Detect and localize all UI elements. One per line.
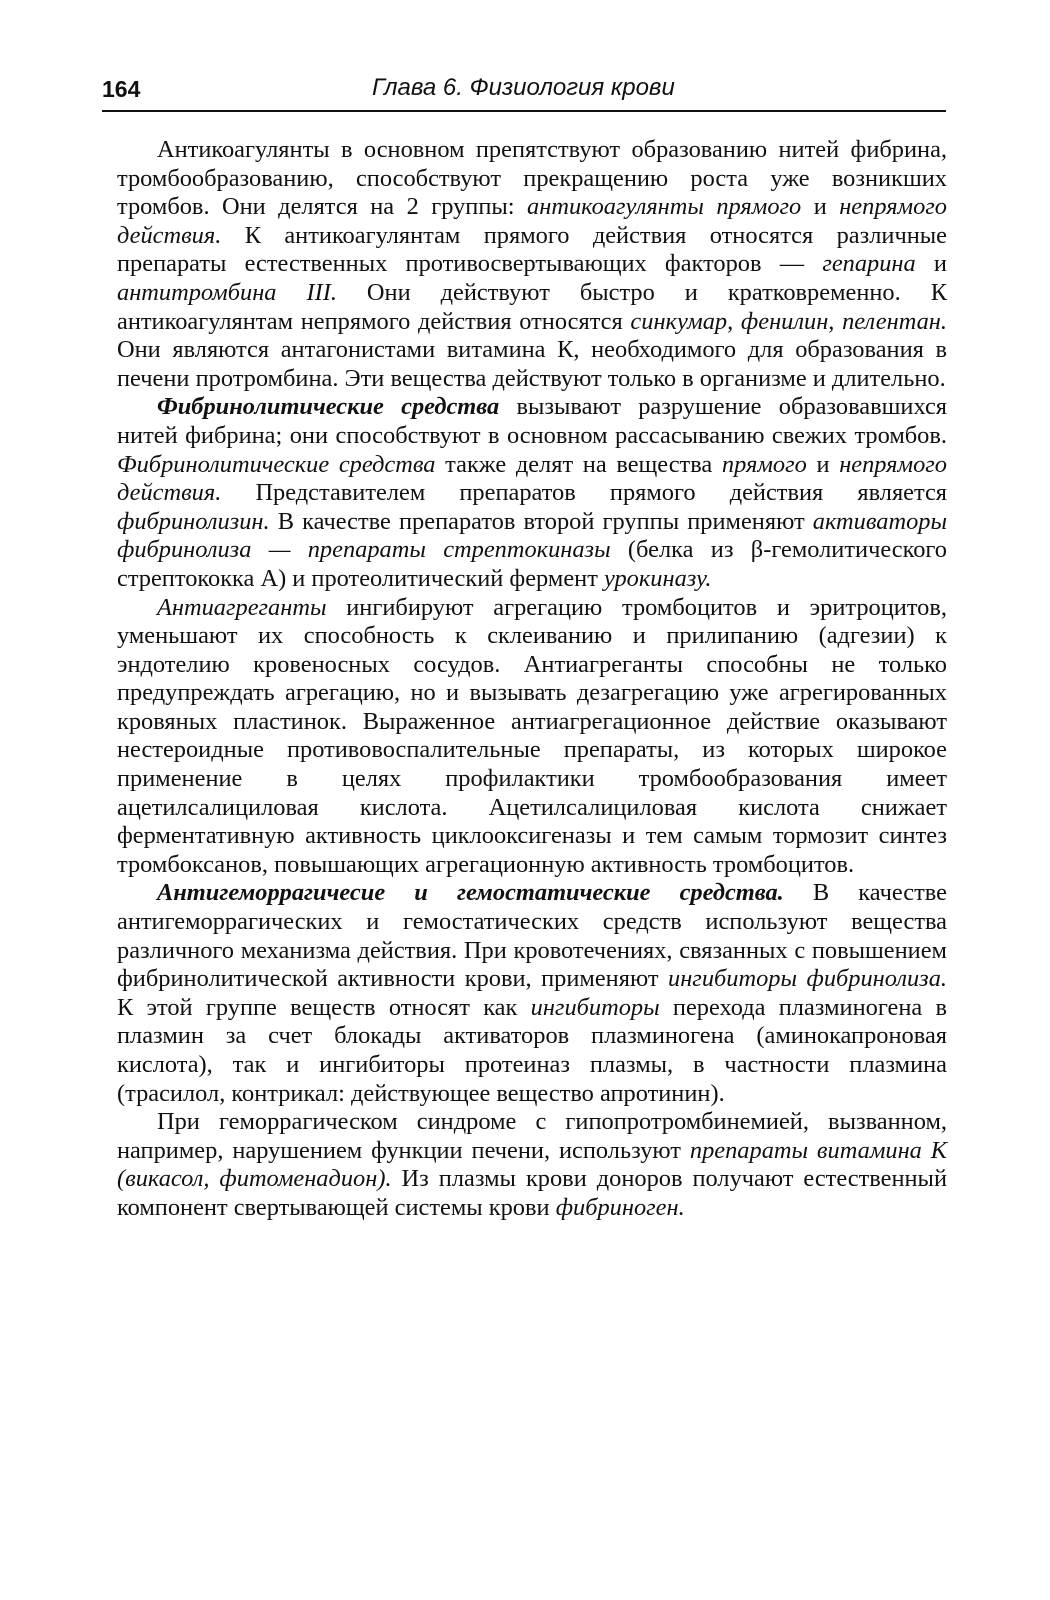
text-segment: вызывают разрушение образовавшихся нитей фибрина; они способствуют в основном рассасыванию свежих тромбов. bbox=[117, 393, 947, 449]
text-segment: и bbox=[806, 450, 840, 478]
text-segment: гепарина bbox=[822, 250, 916, 278]
text-segment: непрямого действия. bbox=[117, 193, 948, 249]
text-segment: прямого bbox=[721, 450, 807, 478]
text-segment: синкумар, фенилин, пелентан. bbox=[630, 307, 947, 335]
text-segment: и bbox=[915, 250, 947, 278]
text-segment: Они действуют быстро и кратковременно. К антикоагулянтам непрямого действия относятся bbox=[117, 278, 947, 335]
text-segment: Антигеморрагичесие и гемостатические средства. bbox=[157, 879, 784, 907]
text-segment: ингибиторы bbox=[530, 993, 660, 1021]
text-segment: урокиназу. bbox=[603, 564, 712, 592]
text-segment: В качестве антигеморрагических и гемостатических средств используют вещества различного механизма действия. При кровотечениях, связанных с повышением фибринолитической активности крови, применяют bbox=[117, 879, 947, 993]
paragraph bbox=[117, 393, 947, 593]
text-segment: перехода плазминогена в плазмин за счет блокады активаторов плазминогена (аминокапроновая кислота), так и ингибиторы протеиназ плазмы, в частности плазмина (трасилол, контрикал: действующее вещество апротинин). bbox=[117, 993, 948, 1107]
running-head: Глава 6. Физиология крови bbox=[372, 74, 675, 101]
text-segment: фибриноген. bbox=[555, 1193, 685, 1221]
text-segment: непрямого действия. bbox=[117, 450, 947, 507]
paragraph bbox=[117, 1108, 947, 1222]
paragraph bbox=[117, 594, 947, 880]
page-header bbox=[102, 70, 946, 112]
text-segment: (белка из β-гемолитического стрептококка А) и протеолитический фермент bbox=[117, 536, 947, 592]
text-segment: Фибринолитические средства bbox=[117, 450, 436, 478]
text-segment: фибринолизин. bbox=[117, 507, 270, 535]
text-segment: антитромбина III. bbox=[117, 278, 337, 306]
text-segment: ингибируют агрегацию тромбоцитов и эритроцитов, уменьшают их способность к склеиванию и прилипанию (адгезии) к эндотелию кровеносных сосудов. Антиагреганты способны не только предупреждать агрегацию, но и вызывать дезагрегацию уже агрегированных кровяных пластинок. Выраженное антиагрегационное действие оказывают нестероидные противовоспалительные препараты, из которых широкое применение в целях профилактики тромбообразования имеет ацетилсалициловая кислота. Ацетилсалициловая кислота снижает ферментативную активность циклооксигеназы и тем самым тормозит синтез тромбоксанов, повышающих агрегационную активность тромбоцитов. bbox=[117, 593, 947, 878]
paragraph bbox=[117, 136, 947, 393]
text-segment: ингибиторы фибринолиза. bbox=[668, 965, 947, 993]
text-segment: и bbox=[801, 193, 840, 221]
text-segment: также делят на вещества bbox=[435, 450, 722, 478]
text-segment: К этой группе веществ относят как bbox=[117, 993, 531, 1021]
text-segment: Антикоагулянты в основном препятствуют образованию нитей фибрина, тромбообразованию, способствуют прекращению роста уже возникших тромбов. Они делятся на 2 группы: bbox=[117, 136, 947, 221]
text-segment: Антиагреганты bbox=[157, 593, 327, 621]
page-number: 164 bbox=[102, 76, 141, 102]
text-segment: В качестве препаратов второй группы применяют bbox=[269, 507, 813, 535]
text-segment: антикоагулянты прямого bbox=[527, 193, 802, 221]
paragraph bbox=[117, 879, 947, 1108]
text-segment: Представителем препаратов прямого действия является bbox=[221, 479, 947, 507]
text-segment: При геморрагическом синдроме с гипопротромбинемией, вызванном, например, нарушением функции печени, используют bbox=[117, 1108, 947, 1164]
text-segment: Они являются антагонистами витамина К, необходимого для образования в печени протромбина. Эти вещества действуют только в организме и длительно. bbox=[117, 336, 947, 392]
text-segment: активаторы фибринолиза — препараты стрептокиназы bbox=[117, 507, 947, 564]
text-segment: Фибринолитические средства bbox=[157, 393, 500, 421]
text-segment: Из плазмы крови доноров получают естественный компонент свертывающей системы крови bbox=[117, 1165, 947, 1221]
text-segment: препараты витамина К (викасол, фитоменадион). bbox=[117, 1136, 947, 1193]
text-segment: К антикоагулянтам прямого действия относятся различные препараты естественных противосвертывающих факторов — bbox=[117, 221, 947, 278]
body-text bbox=[117, 136, 947, 1223]
